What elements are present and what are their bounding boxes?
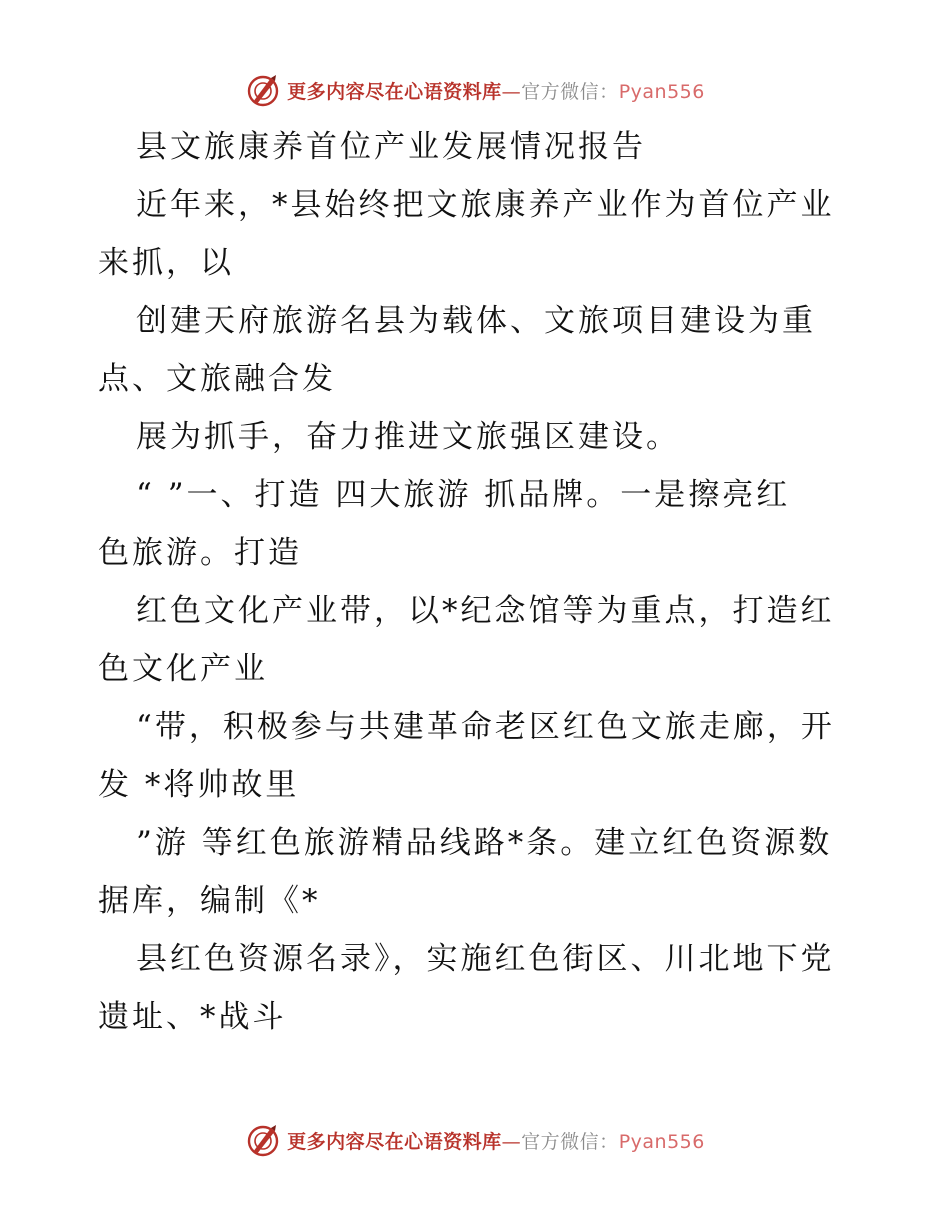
text-line: 据库，编制《* bbox=[98, 883, 321, 919]
header-watermark-banner bbox=[0, 68, 950, 112]
text-line: 发 *将帅故里 bbox=[98, 767, 300, 803]
text-line: 近年来，*县始终把文旅康养产业作为首位产业 bbox=[136, 187, 835, 223]
footer-site-text: 更多内容尽在心语资料库 bbox=[287, 1130, 502, 1153]
text-line: 红色文化产业带，以*纪念馆等为重点，打造红 bbox=[136, 593, 835, 629]
header-dash: — bbox=[501, 80, 522, 103]
text-line: 创建天府旅游名县为载体、文旅项目建设为重 bbox=[136, 303, 816, 339]
footer-wechat-label: 官方微信： bbox=[521, 1130, 619, 1153]
document-body bbox=[98, 118, 858, 1046]
text-line: 色文化产业 bbox=[98, 651, 268, 687]
text-line: 遗址、*战斗 bbox=[98, 999, 287, 1035]
footer-watermark-text bbox=[287, 1127, 705, 1154]
text-line: 来抓，以 bbox=[98, 245, 234, 281]
text-line: 色旅游。打造 bbox=[98, 535, 302, 571]
document-title: 县文旅康养首位产业发展情况报告 bbox=[136, 129, 646, 165]
text-line: 县红色资源名录》，实施红色街区、川北地下党 bbox=[136, 941, 835, 977]
brand-logo-icon bbox=[245, 1122, 281, 1158]
header-watermark-text bbox=[287, 77, 705, 104]
text-line: “ ”一、打造 四大旅游 抓品牌。一是擦亮红 bbox=[136, 477, 791, 513]
footer-watermark-banner bbox=[0, 1118, 950, 1162]
text-line: 点、文旅融合发 bbox=[98, 361, 336, 397]
text-line: “带，积极参与共建革命老区红色文旅走廊，开 bbox=[136, 709, 835, 745]
footer-dash: — bbox=[501, 1130, 522, 1153]
footer-wechat-id: Pyan556 bbox=[618, 1130, 705, 1153]
header-wechat-id: Pyan556 bbox=[618, 80, 705, 103]
text-line: 展为抓手，奋力推进文旅强区建设。 bbox=[136, 419, 680, 455]
header-site-text: 更多内容尽在心语资料库 bbox=[287, 80, 502, 103]
header-wechat-label: 官方微信： bbox=[521, 80, 619, 103]
brand-logo-icon bbox=[245, 72, 281, 108]
text-line: ”游 等红色旅游精品线路*条。建立红色资源数 bbox=[136, 825, 833, 861]
